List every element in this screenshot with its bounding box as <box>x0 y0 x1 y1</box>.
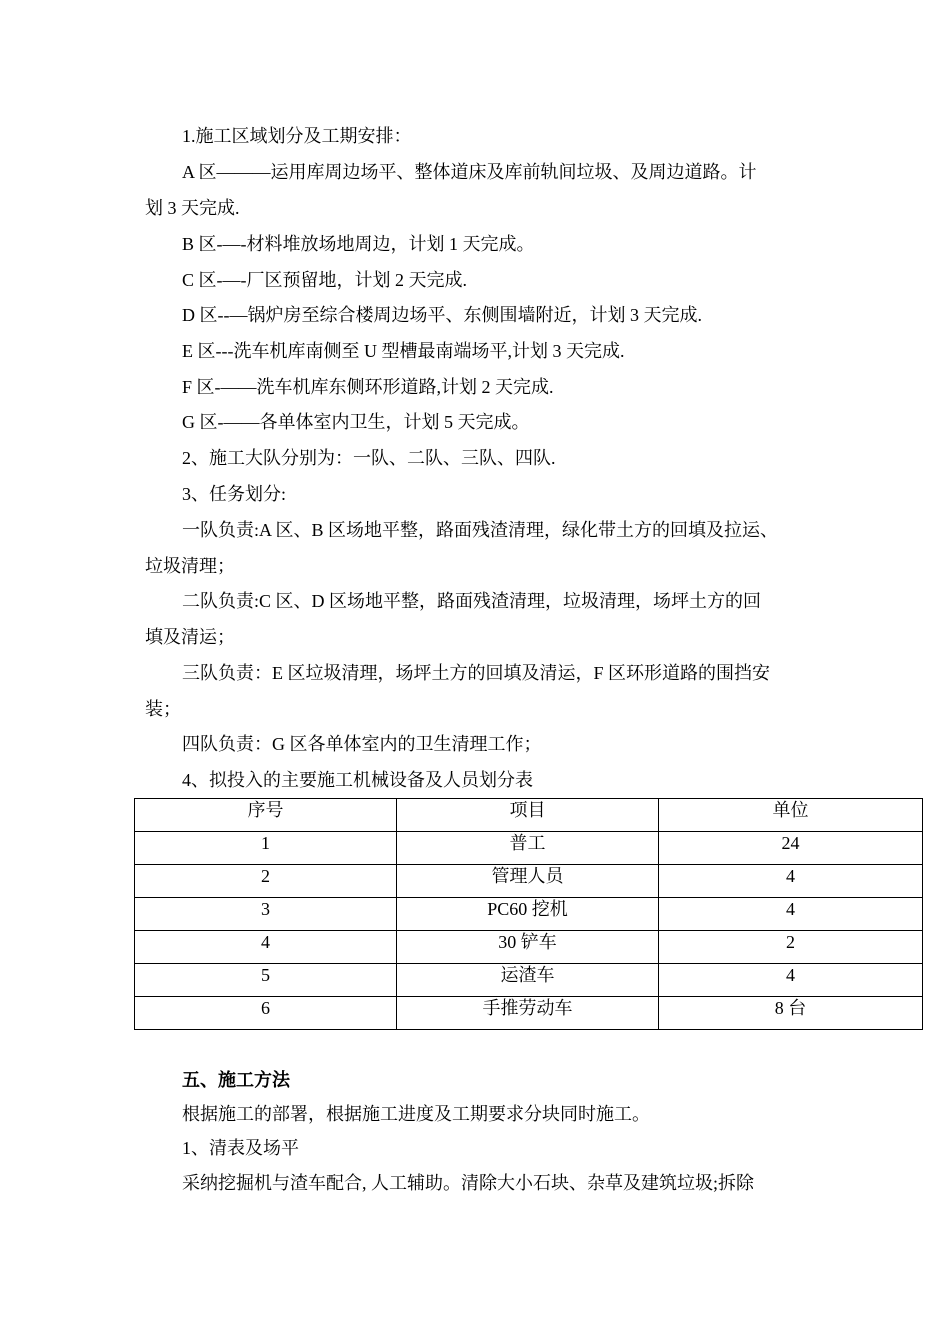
header-index: 序号 <box>135 799 397 832</box>
team2-line-1: 二队负责:C 区、D 区场地平整，路面残渣清理，垃圾清理，场坪土方的回 <box>182 591 762 611</box>
cell-item: 运渣车 <box>397 964 659 997</box>
header-item: 项目 <box>397 799 659 832</box>
clearing-body-line: 采纳挖掘机与渣车配合, 人工辅助。清除大小石块、杂草及建筑垃圾;拆除 <box>182 1173 754 1193</box>
cell-index: 2 <box>135 865 397 898</box>
team3-line-1: 三队负责：E 区垃圾清理，场坪土方的回填及清运，F 区环形道路的围挡安 <box>182 663 771 683</box>
zone-c-line: C 区-—-厂区预留地，计划 2 天完成. <box>182 270 467 290</box>
teams-line: 2、施工大队分别为：一队、二队、三队、四队. <box>182 448 556 468</box>
cell-unit: 8 台 <box>659 997 923 1030</box>
team1-line-2: 垃圾清理； <box>145 556 235 576</box>
cell-unit: 4 <box>659 964 923 997</box>
table-row <box>135 898 923 931</box>
section-five-heading: 五、施工方法 <box>182 1070 290 1090</box>
header-unit: 单位 <box>659 799 923 832</box>
zone-g-line: G 区-——各单体室内卫生，计划 5 天完成。 <box>182 412 530 432</box>
cell-index: 1 <box>135 832 397 865</box>
tasks-heading: 3、任务划分: <box>182 484 287 504</box>
table-row <box>135 931 923 964</box>
cell-item: 普工 <box>397 832 659 865</box>
table-row <box>135 997 923 1030</box>
team2-line-2: 填及清运； <box>145 627 235 647</box>
team1-line-1: 一队负责:A 区、B 区场地平整，路面残渣清理，绿化带土方的回填及拉运、 <box>182 520 779 540</box>
cell-item: 管理人员 <box>397 865 659 898</box>
table-header-row <box>135 799 923 832</box>
zone-a-line-2: 划 3 天完成. <box>145 198 240 218</box>
cell-index: 3 <box>135 898 397 931</box>
cell-index: 6 <box>135 997 397 1030</box>
cell-index: 4 <box>135 931 397 964</box>
cell-item: PC60 挖机 <box>397 898 659 931</box>
table-row <box>135 964 923 997</box>
equipment-table <box>134 798 923 1030</box>
cell-unit: 4 <box>659 898 923 931</box>
zone-b-line: B 区-—-材料堆放场地周边，计划 1 天完成。 <box>182 234 535 254</box>
zone-f-line: F 区-——洗车机库东侧环形道路,计划 2 天完成. <box>182 377 554 397</box>
zone-plan-heading: 1.施工区域划分及工期安排： <box>182 126 412 146</box>
team4-line: 四队负责：G 区各单体室内的卫生清理工作； <box>182 734 542 754</box>
team3-line-2: 装； <box>145 699 181 719</box>
zone-a-line-1: A 区———运用库周边场平、整体道床及库前轨间垃圾、及周边道路。计 <box>182 162 757 182</box>
cell-item: 手推劳动车 <box>397 997 659 1030</box>
zone-d-line: D 区--—锅炉房至综合楼周边场平、东侧围墙附近，计划 3 天完成. <box>182 305 702 325</box>
cell-unit: 4 <box>659 865 923 898</box>
cell-index: 5 <box>135 964 397 997</box>
zone-e-line: E 区---洗车机库南侧至 U 型槽最南端场平,计划 3 天完成. <box>182 341 625 361</box>
table-row <box>135 865 923 898</box>
table-row <box>135 832 923 865</box>
cell-unit: 24 <box>659 832 923 865</box>
cell-unit: 2 <box>659 931 923 964</box>
cell-item: 30 铲车 <box>397 931 659 964</box>
method-intro: 根据施工的部署，根据施工进度及工期要求分块同时施工。 <box>182 1104 650 1124</box>
clearing-subheading: 1、清表及场平 <box>182 1138 299 1158</box>
table-caption: 4、拟投入的主要施工机械设备及人员划分表 <box>182 770 533 790</box>
